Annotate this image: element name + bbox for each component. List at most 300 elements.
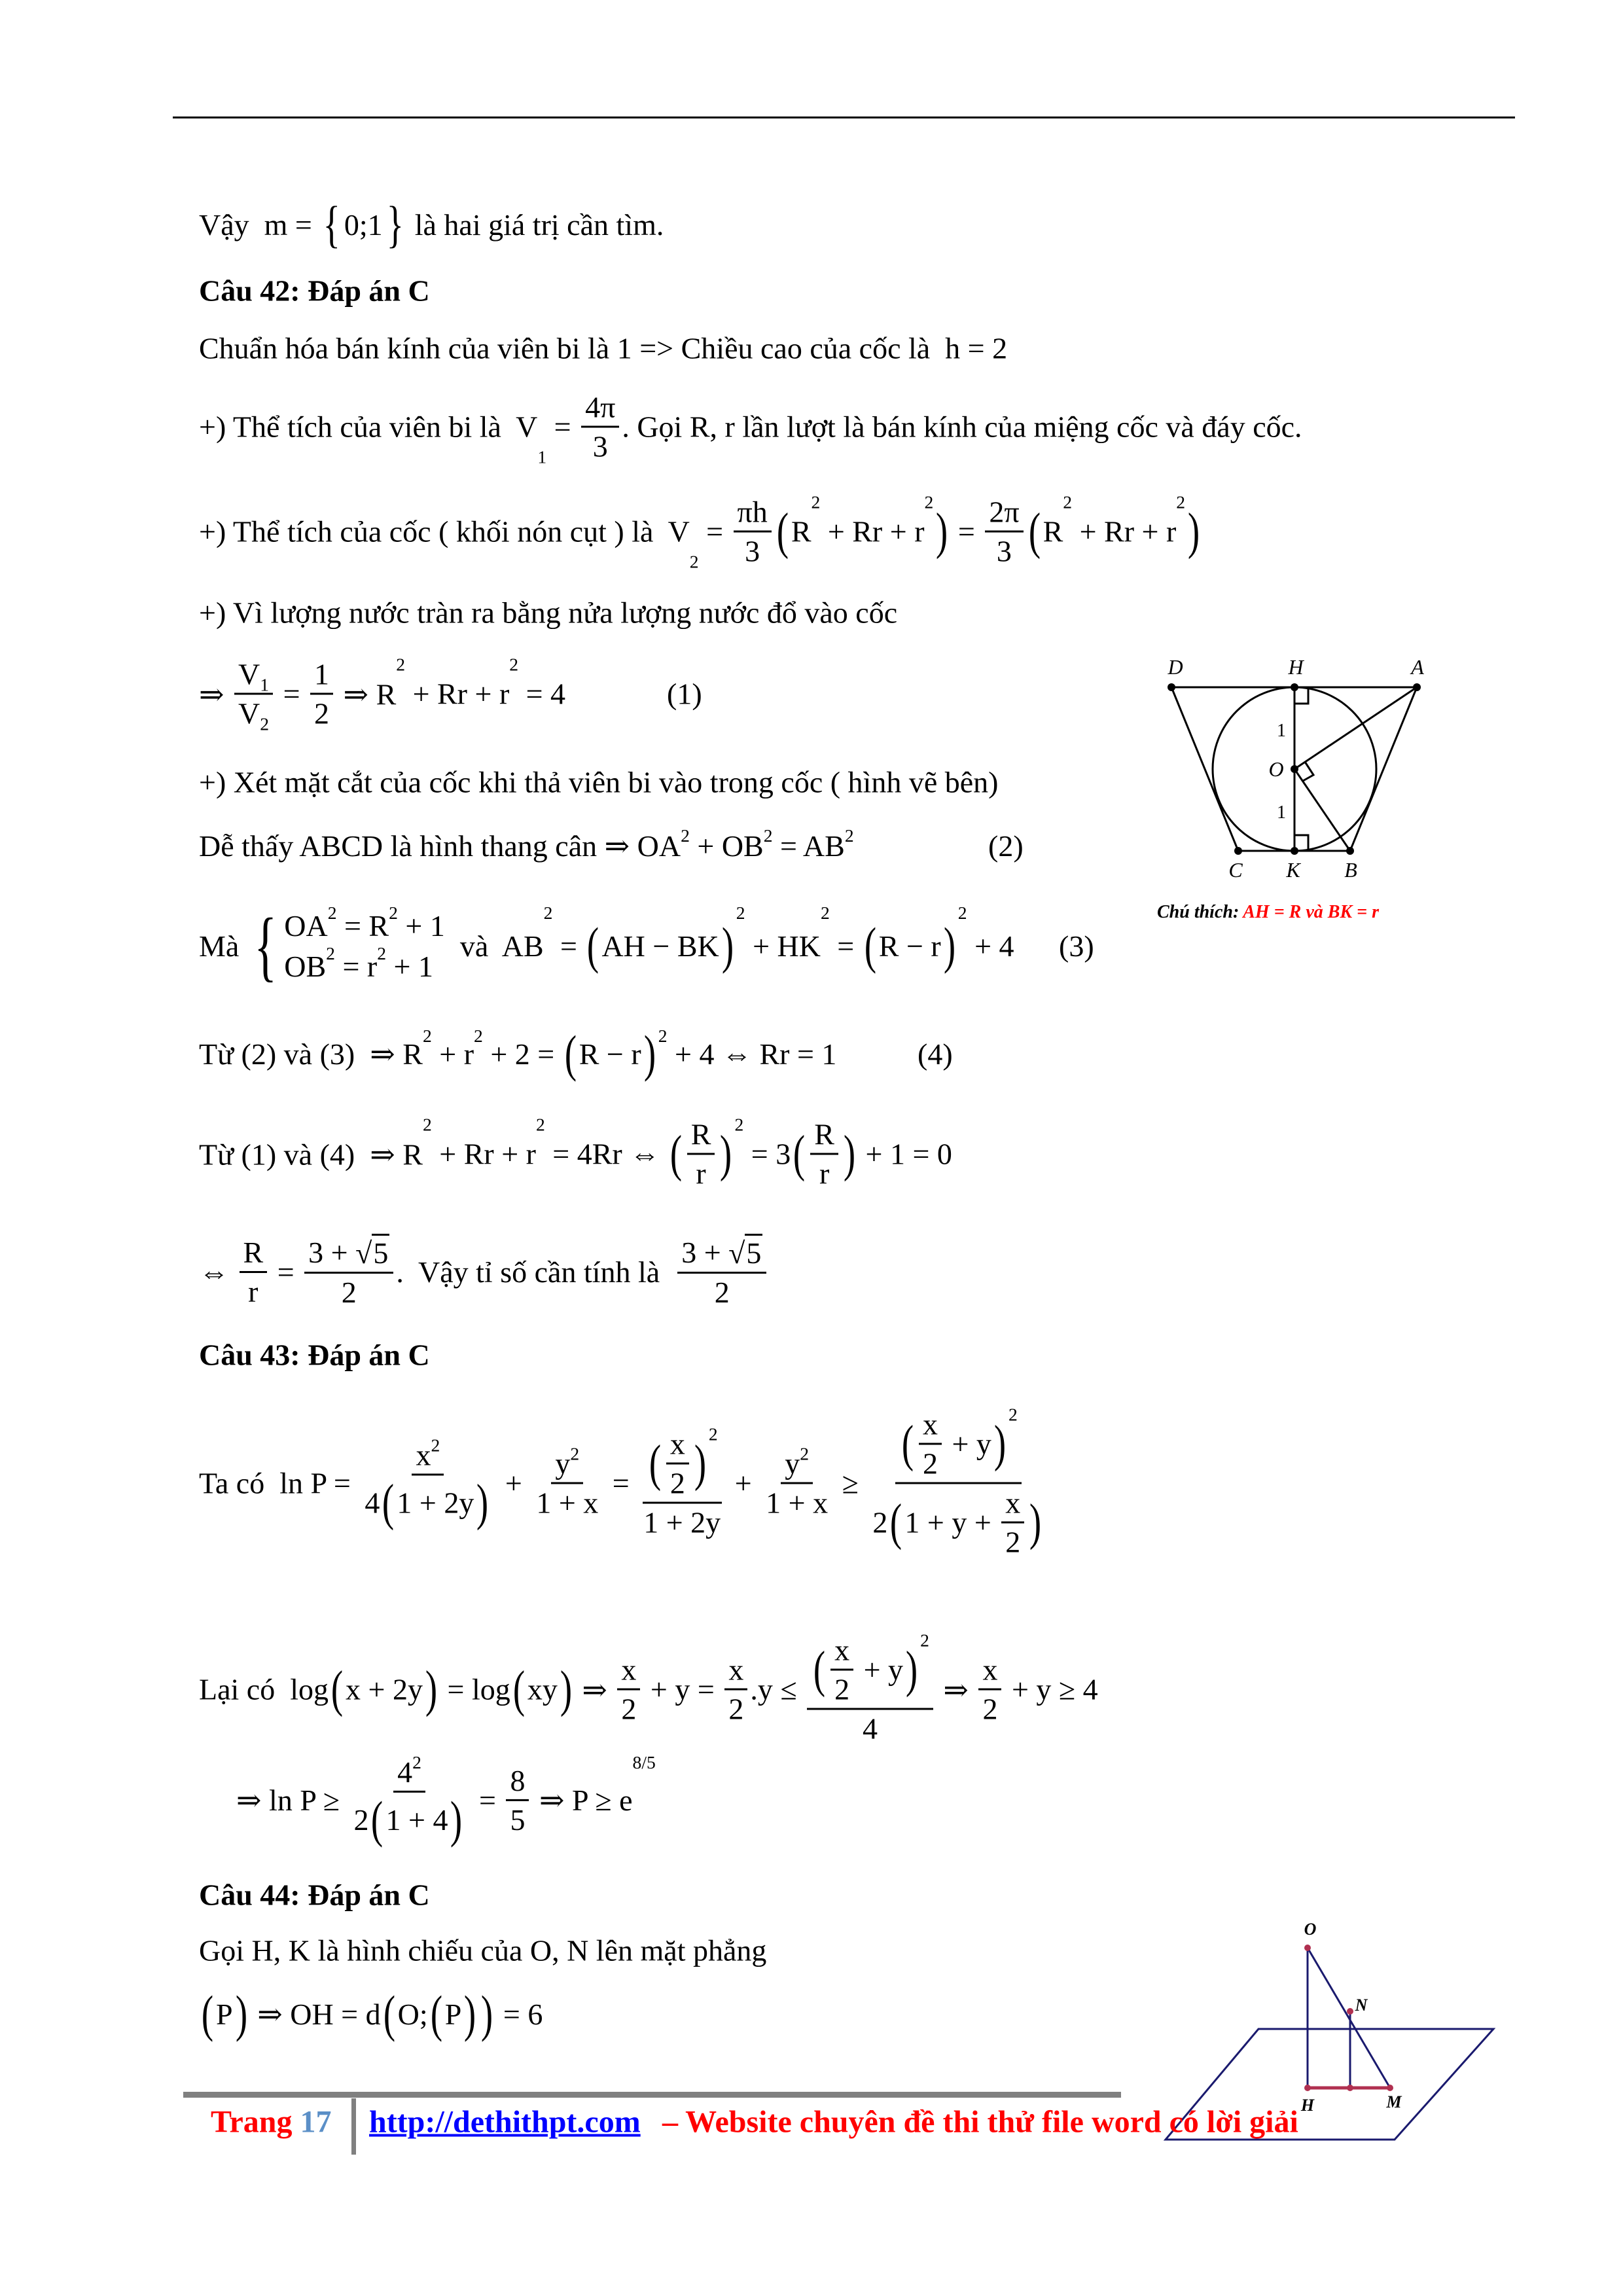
math-text: 1 + 2y (643, 1505, 721, 1539)
bracket: ( (201, 1984, 214, 2042)
denominator (762, 1484, 832, 1520)
superscript: 2 (734, 1114, 744, 1135)
math-text: x (1005, 1486, 1021, 1520)
page-number: 17 (300, 2104, 332, 2140)
segment-dc (1171, 687, 1238, 851)
line-overflow (199, 596, 897, 630)
math-text: = r (334, 949, 378, 983)
fraction (978, 1653, 1001, 1727)
superscript: 2 (924, 492, 934, 512)
bracket: ( (382, 1473, 395, 1531)
bracket: ( (890, 1493, 902, 1551)
math-text: y (555, 1446, 571, 1480)
superscript: 2 (474, 1025, 483, 1046)
numerator (734, 495, 772, 533)
denominator (993, 533, 1016, 569)
math-text: + Rr + r (431, 1137, 536, 1171)
math-text: Từ (1) và (4) ⇒ R (199, 1138, 423, 1171)
superscript: 2 (412, 1751, 421, 1772)
fraction (677, 1234, 766, 1310)
math-text: R − r (878, 929, 941, 963)
radical-sign: √ (355, 1236, 372, 1270)
math-text: = 3 (743, 1137, 791, 1171)
denominator (1001, 1524, 1024, 1560)
fraction (361, 1435, 495, 1531)
superscript: 2 (820, 903, 830, 923)
math-text: 2 (341, 1276, 357, 1309)
math-text: ⇒ ln P ≥ (236, 1783, 348, 1817)
fraction (349, 1751, 469, 1848)
numerator (666, 1427, 689, 1465)
math-text: . Gọi R, r lần lượt là bán kính của miệng cốc và đáy cốc. (622, 410, 1302, 444)
equation-1 (199, 654, 702, 734)
inscribed-circle (1213, 687, 1376, 851)
math-text: R (791, 514, 812, 548)
math-text: r (819, 1157, 830, 1191)
page-label: Trang (211, 2104, 300, 2140)
denominator (978, 1691, 1001, 1727)
math-text: 8 (510, 1763, 526, 1797)
fraction (639, 1424, 724, 1540)
denominator (639, 1504, 724, 1540)
system-row (284, 905, 445, 946)
bracket: ( (649, 1434, 661, 1492)
bracket: ) (425, 1660, 438, 1717)
numerator (581, 390, 619, 428)
label-h: H (1288, 655, 1304, 679)
svg-text:Chú thích: AH = R và BK = r (1157, 902, 1380, 922)
superscript: 2 (327, 903, 337, 923)
bracket: ( (793, 1124, 806, 1182)
fraction (762, 1443, 832, 1520)
fraction (666, 1427, 689, 1501)
math-text: Mà (199, 929, 247, 963)
bracket: ) (843, 1124, 856, 1182)
math-text: = 4Rr ⇔ (544, 1137, 668, 1171)
math-text: P (444, 1997, 462, 2031)
numerator (687, 1117, 715, 1155)
bracket: ) (235, 1984, 247, 2042)
numerator (310, 657, 333, 695)
math-text: = (829, 929, 862, 963)
label-n2: N (1355, 1996, 1368, 2015)
denominator (724, 1691, 747, 1727)
equation-number: (1) (667, 677, 702, 711)
math-text: V (238, 657, 260, 691)
superscript: 2 (543, 903, 553, 923)
superscript: 2 (763, 825, 773, 846)
math-text: πh (737, 495, 768, 529)
superscript: 2 (389, 903, 398, 923)
bracket: } (386, 195, 404, 253)
math-text: + 1 = 0 (858, 1137, 952, 1171)
math-text: = (605, 1466, 637, 1500)
label-c: C (1228, 858, 1243, 882)
math-text: 2 (834, 1672, 850, 1706)
math-text: R (243, 1235, 264, 1269)
math-text: = log (440, 1672, 510, 1706)
heading-text: Câu 42: Đáp án C (199, 274, 430, 308)
fraction (617, 1653, 640, 1727)
math-text: x (922, 1407, 938, 1441)
subscript: 2 (689, 551, 699, 572)
fraction (807, 1630, 933, 1746)
superscript: 2 (422, 1025, 432, 1046)
subscript: 1 (260, 674, 270, 695)
line-normalize (199, 331, 1007, 366)
label-k: K (1286, 858, 1300, 882)
superscript: 2 (1063, 492, 1073, 512)
math-text: 4 (862, 1712, 878, 1746)
bracket: ( (564, 1024, 577, 1082)
result-ratio (199, 1234, 769, 1310)
fraction (734, 495, 772, 569)
math-text: + y ≥ 4 (1004, 1672, 1098, 1706)
math-text: x (416, 1438, 431, 1472)
bracket: ( (430, 1984, 442, 2042)
right-angle-k (1294, 835, 1308, 851)
math-text: + r (431, 1037, 474, 1071)
math-text: O; (397, 1997, 428, 2031)
math-text: = (546, 410, 579, 444)
denominator (741, 533, 764, 569)
denominator (711, 1274, 734, 1310)
math-text: Gọi H, K là hình chiếu của O, N lên mặt phẳng (199, 1933, 767, 1967)
equation-4 (199, 1024, 953, 1082)
bracket: ) (936, 502, 948, 560)
math-text: V (238, 696, 260, 730)
math-text: = 4 (518, 677, 566, 711)
numerator (985, 495, 1023, 533)
bracket: ( (901, 1414, 914, 1472)
math-text: +) Xét mặt cắt của cốc khi thả viên bi vào trong cốc ( hình vẽ bên) (199, 765, 999, 799)
math-text: OA (284, 908, 328, 942)
math-text: + 1 (397, 908, 445, 942)
superscript: 2 (509, 654, 519, 675)
line-volume-cup (199, 492, 1202, 572)
math-text: Vậy m = (199, 207, 320, 242)
math-text: 1 + y + (904, 1505, 999, 1539)
bracket: ( (587, 916, 599, 974)
bracket: ) (476, 1473, 489, 1531)
math-text: + 4 ⇔ Rr = 1 (667, 1037, 837, 1071)
superscript: 2 (681, 825, 690, 846)
math-text: 1 + 2y (397, 1486, 474, 1520)
denominator (532, 1484, 602, 1520)
fraction (304, 1234, 393, 1310)
superscript: 8/5 (632, 1751, 656, 1772)
denominator (234, 695, 273, 734)
heading-cau-43 (199, 1338, 430, 1372)
math-text: 2 (728, 1692, 744, 1726)
denominator (830, 1671, 853, 1707)
superscript: 2 (844, 825, 854, 846)
square-root (728, 1234, 762, 1270)
heading-cau-42 (199, 274, 430, 308)
superscript: 2 (800, 1443, 810, 1464)
superscript: 2 (1176, 492, 1186, 512)
fraction (810, 1117, 838, 1191)
fraction (868, 1404, 1048, 1560)
math-text: 2 (621, 1692, 637, 1726)
math-text: 4 (397, 1755, 413, 1789)
footer-page (211, 2104, 331, 2140)
math-text: +) Thể tích của viên bi là V (199, 410, 538, 444)
equation-3 (199, 902, 1094, 990)
math-text: Từ (2) và (3) ⇒ R (199, 1037, 423, 1071)
math-text: + Rr + r (1072, 514, 1177, 548)
math-text: ⇒ R (336, 677, 397, 711)
result-lnp (236, 1751, 656, 1848)
math-text: R (814, 1117, 834, 1151)
math-text: là hai giá trị cần tìm. (407, 207, 664, 242)
fraction (919, 1407, 942, 1481)
fraction (830, 1633, 853, 1707)
radicand: 5 (372, 1234, 389, 1270)
bracket: ) (464, 1984, 476, 2042)
label-o2: O (1304, 1920, 1317, 1939)
math-text: = (270, 1255, 302, 1289)
math-text: 5 (510, 1803, 526, 1837)
line-projection (199, 1933, 766, 1968)
math-text: + OB (689, 829, 764, 863)
math-text: 0;1 (344, 207, 383, 242)
label-one-bottom: 1 (1277, 802, 1286, 823)
right-angle-h (1294, 687, 1308, 704)
math-text: OB (284, 949, 327, 983)
numerator (1001, 1486, 1024, 1524)
equation-number: (2) (988, 829, 1024, 863)
numerator (919, 1407, 942, 1445)
math-text: Dễ thấy ABCD là hình thang cân ⇒ OA (199, 829, 681, 863)
denominator (310, 695, 333, 731)
square-root (355, 1234, 389, 1270)
superscript: 2 (396, 654, 406, 675)
superscript: 2 (326, 943, 335, 963)
math-text: ⇒ OH = d (249, 1997, 381, 2031)
equation-lnp (199, 1404, 1050, 1560)
line-conclusion-41 (199, 195, 664, 253)
fraction (724, 1653, 747, 1727)
numerator (781, 1443, 813, 1484)
heading-text: Câu 44: Đáp án C (199, 1878, 430, 1912)
denominator (244, 1273, 262, 1309)
superscript: 2 (535, 1114, 545, 1135)
header-rule (173, 117, 1515, 118)
math-text: Ta có ln P = (199, 1466, 359, 1500)
equation-2 (199, 825, 1024, 863)
fraction (240, 1235, 268, 1309)
superscript: 2 (811, 492, 821, 512)
math-text: ⇒ (199, 677, 232, 711)
math-text: x (669, 1427, 685, 1461)
subscript: 2 (260, 713, 270, 734)
math-text: 1 + 4 (385, 1803, 448, 1837)
footer-rule (183, 2092, 1121, 2098)
superscript: 2 (708, 1424, 718, 1444)
math-text: 3 + (308, 1235, 356, 1269)
math-text: 3 (996, 534, 1012, 568)
equation-number: (3) (1059, 929, 1094, 963)
superscript: 2 (920, 1630, 929, 1651)
math-text: + y (944, 1427, 991, 1461)
equation-ratio (199, 1114, 952, 1191)
denominator (859, 1710, 882, 1746)
math-text: 2 (714, 1276, 730, 1309)
math-text: Chuẩn hóa bán kính của viên bi là 1 => Chiều cao của cốc là h = 2 (199, 331, 1008, 365)
bracket: ( (669, 1124, 682, 1182)
math-text: = (698, 514, 731, 548)
bracket: ) (1187, 502, 1200, 560)
denominator (692, 1155, 709, 1191)
math-text: x + 2y (346, 1672, 423, 1706)
math-text: 2 (982, 1692, 998, 1726)
denominator (868, 1484, 1048, 1560)
superscript: 2 (570, 1443, 580, 1464)
bracket: ) (721, 916, 734, 974)
bracket: ( (1028, 502, 1041, 560)
math-text: ≥ (834, 1466, 866, 1500)
fraction (581, 390, 619, 464)
fraction (532, 1443, 602, 1520)
math-text: + 4 (967, 929, 1014, 963)
math-text: R (690, 1117, 711, 1151)
numerator (677, 1234, 766, 1274)
bracket: ( (371, 1790, 383, 1848)
bracket: ( (864, 916, 876, 974)
bracket: ) (943, 916, 955, 974)
footer-divider (351, 2098, 356, 2155)
denominator (815, 1155, 833, 1191)
bracket: ) (1029, 1493, 1042, 1551)
math-text: + (497, 1466, 530, 1500)
math-text: x (728, 1653, 744, 1687)
math-text: Lại có log (199, 1672, 329, 1706)
math-text: . Vậy tỉ số cần tính là (396, 1255, 675, 1289)
heading-text: Câu 43: Đáp án C (199, 1338, 430, 1372)
math-text: 2 (922, 1446, 938, 1480)
math-text: 1 + x (766, 1486, 829, 1520)
bracket: ( (383, 1984, 395, 2042)
math-text: 3 + (681, 1235, 729, 1269)
math-text: = AB (772, 829, 845, 863)
math-text: ⇒ P ≥ e (531, 1783, 633, 1817)
denominator (617, 1691, 640, 1727)
bracket: ( (776, 502, 789, 560)
numerator (240, 1235, 268, 1273)
equation-number: (4) (918, 1037, 953, 1071)
math-text: .y ≤ (750, 1672, 805, 1706)
math-text: 2 (353, 1803, 369, 1837)
denominator (349, 1790, 469, 1848)
bracket: ( (813, 1640, 826, 1698)
numerator (895, 1404, 1022, 1484)
math-text: = 6 (495, 1997, 543, 2031)
math-text: R − r (579, 1037, 641, 1071)
right-angle-o (1303, 762, 1313, 781)
math-text: 1 + x (536, 1486, 599, 1520)
math-text: + Rr + r (820, 514, 925, 548)
numerator (617, 1653, 640, 1691)
bracket: ) (481, 1984, 493, 2042)
superscript: 2 (422, 1114, 432, 1135)
equation-oh (199, 1984, 543, 2042)
math-text: P (216, 1997, 233, 2031)
denominator (666, 1465, 689, 1501)
math-text: + HK (745, 929, 821, 963)
segment-ab (1350, 687, 1417, 851)
numerator (978, 1653, 1001, 1691)
numerator (830, 1633, 853, 1671)
math-text: = (471, 1783, 504, 1817)
bracket: ) (694, 1434, 706, 1492)
math-text: ⇔ (199, 1255, 237, 1289)
caption-prefix: Chú thích: (1157, 902, 1243, 922)
math-text: và AB (444, 929, 544, 963)
equation-system (247, 902, 445, 990)
label-m2: M (1386, 2092, 1402, 2111)
math-text: xy (527, 1672, 558, 1706)
footer-link[interactable]: http://dethithpt.com (369, 2104, 641, 2140)
footer-tagline: – Website chuyên đề thi thử file word có lời giải (654, 2104, 1298, 2140)
denominator (506, 1801, 529, 1837)
math-text: 2 (1005, 1525, 1021, 1559)
label-one-top: 1 (1277, 721, 1286, 741)
math-text: + y (856, 1653, 904, 1687)
math-text: 2 (669, 1466, 685, 1500)
math-text: 2π (989, 495, 1020, 529)
heading-cau-44 (199, 1878, 430, 1912)
math-text: 3 (745, 534, 760, 568)
numerator (807, 1630, 933, 1710)
bracket: ) (560, 1660, 572, 1717)
math-text: x (982, 1653, 998, 1687)
math-text: 2 (872, 1505, 888, 1539)
segment-ob (1294, 769, 1350, 851)
brace: { (254, 902, 277, 990)
numerator (393, 1751, 425, 1793)
label-d: D (1168, 655, 1183, 679)
numerator (551, 1443, 583, 1484)
math-text: ⇒ (574, 1673, 615, 1706)
denominator (919, 1445, 942, 1481)
bracket: ) (905, 1640, 918, 1698)
math-text: 2 (314, 696, 330, 730)
math-text: = (276, 677, 308, 711)
fraction (687, 1117, 715, 1191)
math-text: +) Vì lượng nước tràn ra bằng nửa lượng nước đổ vào cốc (199, 596, 898, 630)
system-rows (284, 905, 445, 986)
math-text: + Rr + r (405, 677, 510, 711)
math-text: 1 (314, 657, 330, 691)
bracket: ( (330, 1660, 344, 1717)
math-text: = R (336, 908, 389, 942)
line-cross-section (199, 765, 999, 800)
superscript: 2 (736, 903, 745, 923)
label-a: A (1411, 655, 1424, 679)
fraction (234, 657, 273, 734)
label-o: O (1268, 757, 1284, 781)
equation-log (199, 1630, 1098, 1746)
label-b: B (1344, 858, 1357, 882)
numerator (412, 1435, 444, 1476)
superscript: 2 (957, 903, 967, 923)
fraction (1001, 1486, 1024, 1560)
bracket: ) (450, 1790, 463, 1848)
math-text: +) Thể tích của cốc ( khối nón cụt ) là V (199, 514, 690, 548)
math-text: = (950, 514, 983, 548)
bracket: { (323, 195, 341, 253)
